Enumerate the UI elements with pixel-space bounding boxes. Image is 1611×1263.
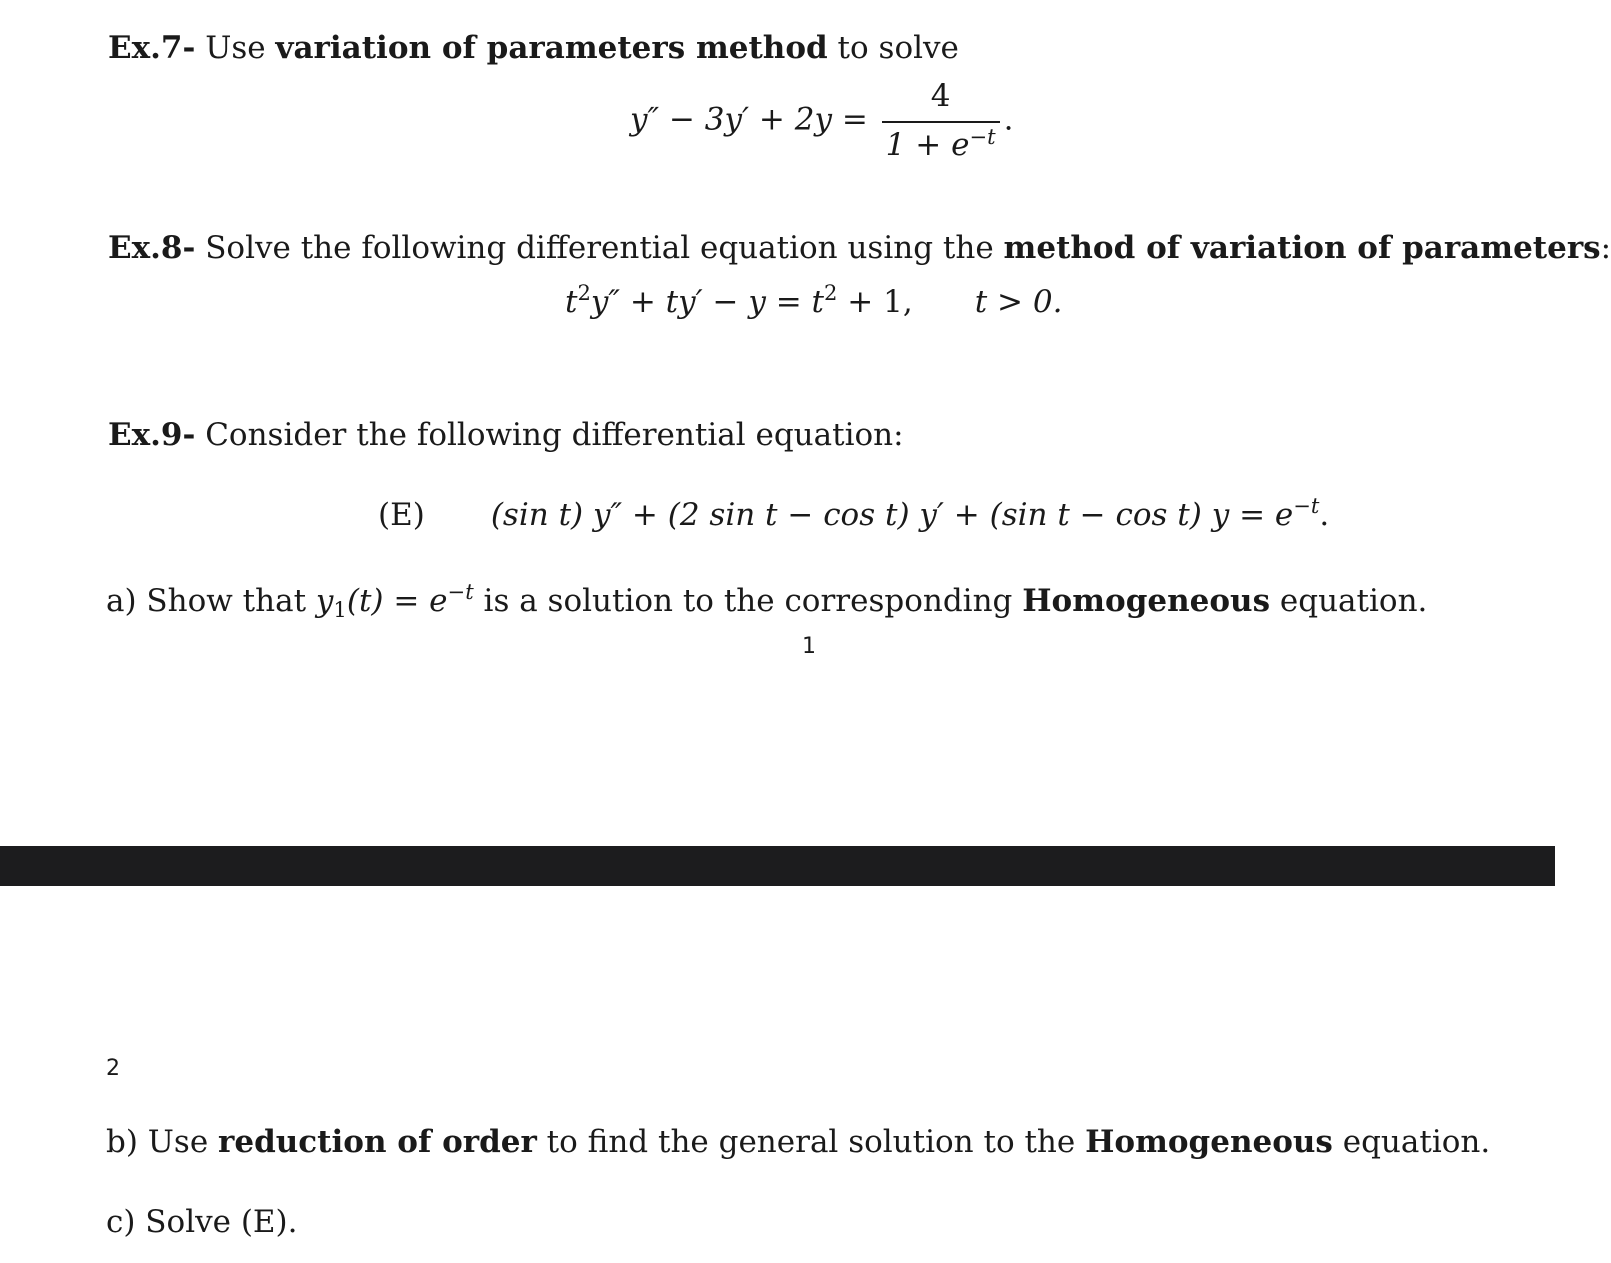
part-a: a) Show that $y_1(t) = e^{-t}$ is a solution to the corresponding Homogeneous equation. (106, 579, 1428, 623)
page-break-divider (0, 846, 1555, 886)
ex7-label: Ex.7- (108, 30, 196, 66)
ex9-equation: (E) (sin t) y″ + (2 sin t − cos t) y′ + (sin t − cos t) $y = e^{-t}$. (378, 493, 1330, 533)
equation-tag: (E) (378, 497, 425, 533)
page-number-1: 1 (802, 634, 816, 659)
page-number-2: 2 (106, 1056, 120, 1081)
ex9-label: Ex.9- (108, 417, 196, 453)
ex7-equation: y″ − 3y′ + 2y = $\frac{4}{1 + e^{-t}}$ . (630, 78, 1014, 164)
part-c: c) Solve (E). (106, 1204, 298, 1240)
ex8-equation: $t^2y'' + ty' - y = t^2 + 1$, t > 0. (565, 280, 1063, 320)
ex7-heading: Ex.7- Use variation of parameters method to solve (108, 30, 959, 66)
ex8-label: Ex.8- (108, 230, 196, 266)
ex7-fraction: $\frac{4}{1 + e^{-t}}$ (882, 78, 1000, 164)
ex9-heading: Ex.9- Consider the following differential equation: (108, 417, 904, 453)
ex8-condition: t > 0. (974, 284, 1063, 320)
ex8-heading: Ex.8- Solve the following differential equation using the method of variation of parameters: (108, 230, 1611, 266)
part-b: b) Use reduction of order to find the general solution to the Homogeneous equation. (106, 1124, 1491, 1160)
